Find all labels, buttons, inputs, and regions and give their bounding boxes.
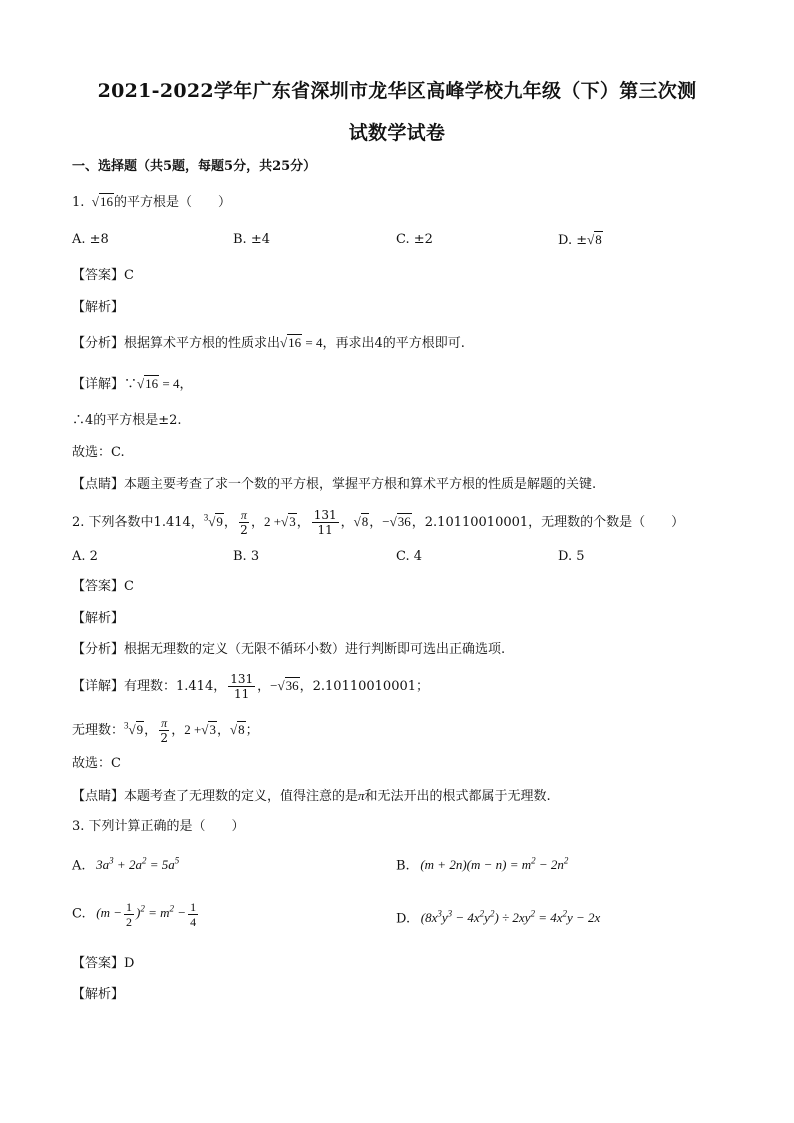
q2-two: 2 <box>240 523 248 537</box>
section-heading: 一、选择题（共5题，每题5分，共25分） <box>72 159 317 174</box>
q2-analysis-label: 【解析】 <box>72 611 125 626</box>
q3-option-a-label: A. <box>72 858 86 874</box>
q2-irr-pre: 无理数： <box>72 723 125 738</box>
q2-cbrt9: 9 <box>216 514 223 529</box>
q1-fenxi: 【分析】根据算术平方根的性质求出√16 = 4，再求出4的平方根即可. <box>72 335 465 351</box>
q2-irrational: 无理数：$^3$√9， $\frac{\pi}{2}$ ，2 +√3，√8； <box>72 716 259 745</box>
q3-option-a: A. $3a^3 + 2a^2 = 5a^5$ <box>72 856 180 874</box>
q2-fenxi: 【分析】根据无理数的定义（无限不循环小数）进行判断即可选出正确选项. <box>72 642 506 657</box>
q3-option-c: C. (m − $\frac{1}{2}$ )$^2 = m^2$ − $\frac{1}{4}$ <box>72 900 197 929</box>
question-2-number: 2. <box>72 515 85 530</box>
q1-option-c: C. ±2 <box>396 232 433 247</box>
q2-r8: 8 <box>361 514 369 529</box>
q1-fenxi-post: ，再求出4的平方根即可. <box>322 336 465 351</box>
q2-xiangjie-pre: 【详解】有理数：1.414， <box>72 679 227 694</box>
q1-fenxi-radicand: 16 <box>288 335 302 350</box>
q1-option-d-label: D. ± <box>558 233 588 248</box>
q3-option-b-label: B. <box>396 858 410 874</box>
q3-option-c-label: C. <box>72 906 86 922</box>
q2-stem-post: ，2.10110010001，无理数的个数是（ ） <box>411 515 685 530</box>
q1-choose: 故选：C. <box>72 445 125 460</box>
q3-option-b: B. $(m + 2n)(m - n) = m^2 - 2n^2$ <box>396 856 569 874</box>
q2-xiangjie-post: ，2.10110010001； <box>299 679 430 694</box>
q2-option-a: A. 2 <box>72 549 98 564</box>
q2-dianjing-pre: 【点睛】本题考查了无理数的定义，值得注意的是 <box>72 789 359 804</box>
q2-dianjing <box>72 787 551 806</box>
q1-radicand: 16 <box>99 194 113 209</box>
q1-stem-text: 的平方根是（ ） <box>113 195 231 210</box>
q2-xj-frac <box>228 672 255 701</box>
q2-dianjing-post: 和无法开出的根式都属于无理数. <box>364 789 551 804</box>
q1-option-d-radicand: 8 <box>595 232 602 247</box>
q2-irr-pi: π <box>161 716 168 730</box>
q2-irr-pi-over-2 <box>159 716 169 745</box>
q1-fenxi-eq: = 4 <box>305 335 323 350</box>
q2-two-plus: 2 + <box>263 514 282 529</box>
q1-xiangjie: 【详解】∵√16 = 4， <box>72 376 193 392</box>
q2-irr-two: 2 <box>160 731 168 745</box>
q2-answer: 【答案】C <box>72 579 134 594</box>
q2-xiangjie: 【详解】有理数：1.414， $\frac{131}{11}$ ，−√36，2.10110010001； <box>72 672 430 701</box>
q2-option-b: B. 3 <box>233 549 260 564</box>
q2-irr-two-plus: 2 + <box>184 722 202 737</box>
q2-pi-over-2 <box>239 508 249 537</box>
q1-option-d: D. ±√8 <box>558 232 602 248</box>
q2-option-d: D. 5 <box>558 549 585 564</box>
q1-therefore: ∴4的平方根是±2. <box>72 413 182 428</box>
q3-option-d-label: D. <box>396 911 411 927</box>
q2-option-c: C. 4 <box>396 549 423 564</box>
q2-frac-131-11 <box>312 508 339 537</box>
question-2-stem: 2. 下列各数中1.414，$^3$√9， $\frac{\pi}{2}$ ，2 +√3， $\frac{131}{11}$ ，√8，−√36，2.10110010001，无理数的个数是（ ） <box>72 508 685 537</box>
question-1-number: 1. <box>72 195 85 210</box>
q2-pi: π <box>240 508 247 522</box>
q1-dianjing: 【点睛】本题主要考查了求一个数的平方根，掌握平方根和算术平方根的性质是解题的关键. <box>72 477 597 492</box>
q2-choose: 故选：C <box>72 756 121 771</box>
q1-analysis-label: 【解析】 <box>72 300 125 315</box>
q2-xj-n131: 131 <box>230 672 254 686</box>
q2-stem-pre: 下列各数中1.414， <box>88 515 204 530</box>
q2-n131: 131 <box>313 508 337 522</box>
q2-irr-r8: 8 <box>238 722 245 737</box>
question-3-stem <box>72 818 245 836</box>
q1-answer: 【答案】C <box>72 268 134 283</box>
question-1-stem: 1. √16的平方根是（ ） <box>72 194 231 210</box>
q1-xiangjie-radicand: 16 <box>145 376 159 391</box>
q3-answer: 【答案】D <box>72 956 135 971</box>
q2-irr-r3: 3 <box>209 722 216 737</box>
q1-fenxi-pre: 【分析】根据算术平方根的性质求出 <box>72 336 281 351</box>
q2-neg: − <box>382 514 390 529</box>
title-line-1: 2021-2022学年广东省深圳市龙华区高峰学校九年级（下）第三次测 <box>97 80 697 102</box>
q2-xj-d11: 11 <box>234 687 250 701</box>
q2-r36: 36 <box>397 514 411 529</box>
q2-r3: 3 <box>289 514 296 529</box>
q2-d11: 11 <box>317 523 333 537</box>
q3-option-d: D. $(8x^3y^3 - 4x^2y^2) \div 2xy^2 = 4x^2y - 2x$ <box>396 909 601 927</box>
q1-option-b: B. ±4 <box>233 232 270 247</box>
q2-xj-neg: − <box>270 678 278 693</box>
q2-dianjing-pi: π <box>358 788 365 803</box>
q2-irr-cbrt9: 9 <box>136 722 144 737</box>
q3-analysis-label: 【解析】 <box>72 987 125 1002</box>
q1-option-a: A. ±8 <box>72 232 109 247</box>
q1-xiangjie-eq: = 4， <box>162 376 193 391</box>
question-3-number: 3. <box>72 819 85 834</box>
title-line-2: 试数学试卷 <box>348 122 446 144</box>
q1-xiangjie-pre: 【详解】∵ <box>72 377 138 392</box>
q2-xj-r36: 36 <box>285 678 299 693</box>
q3-stem-text: 下列计算正确的是（ ） <box>88 819 245 834</box>
